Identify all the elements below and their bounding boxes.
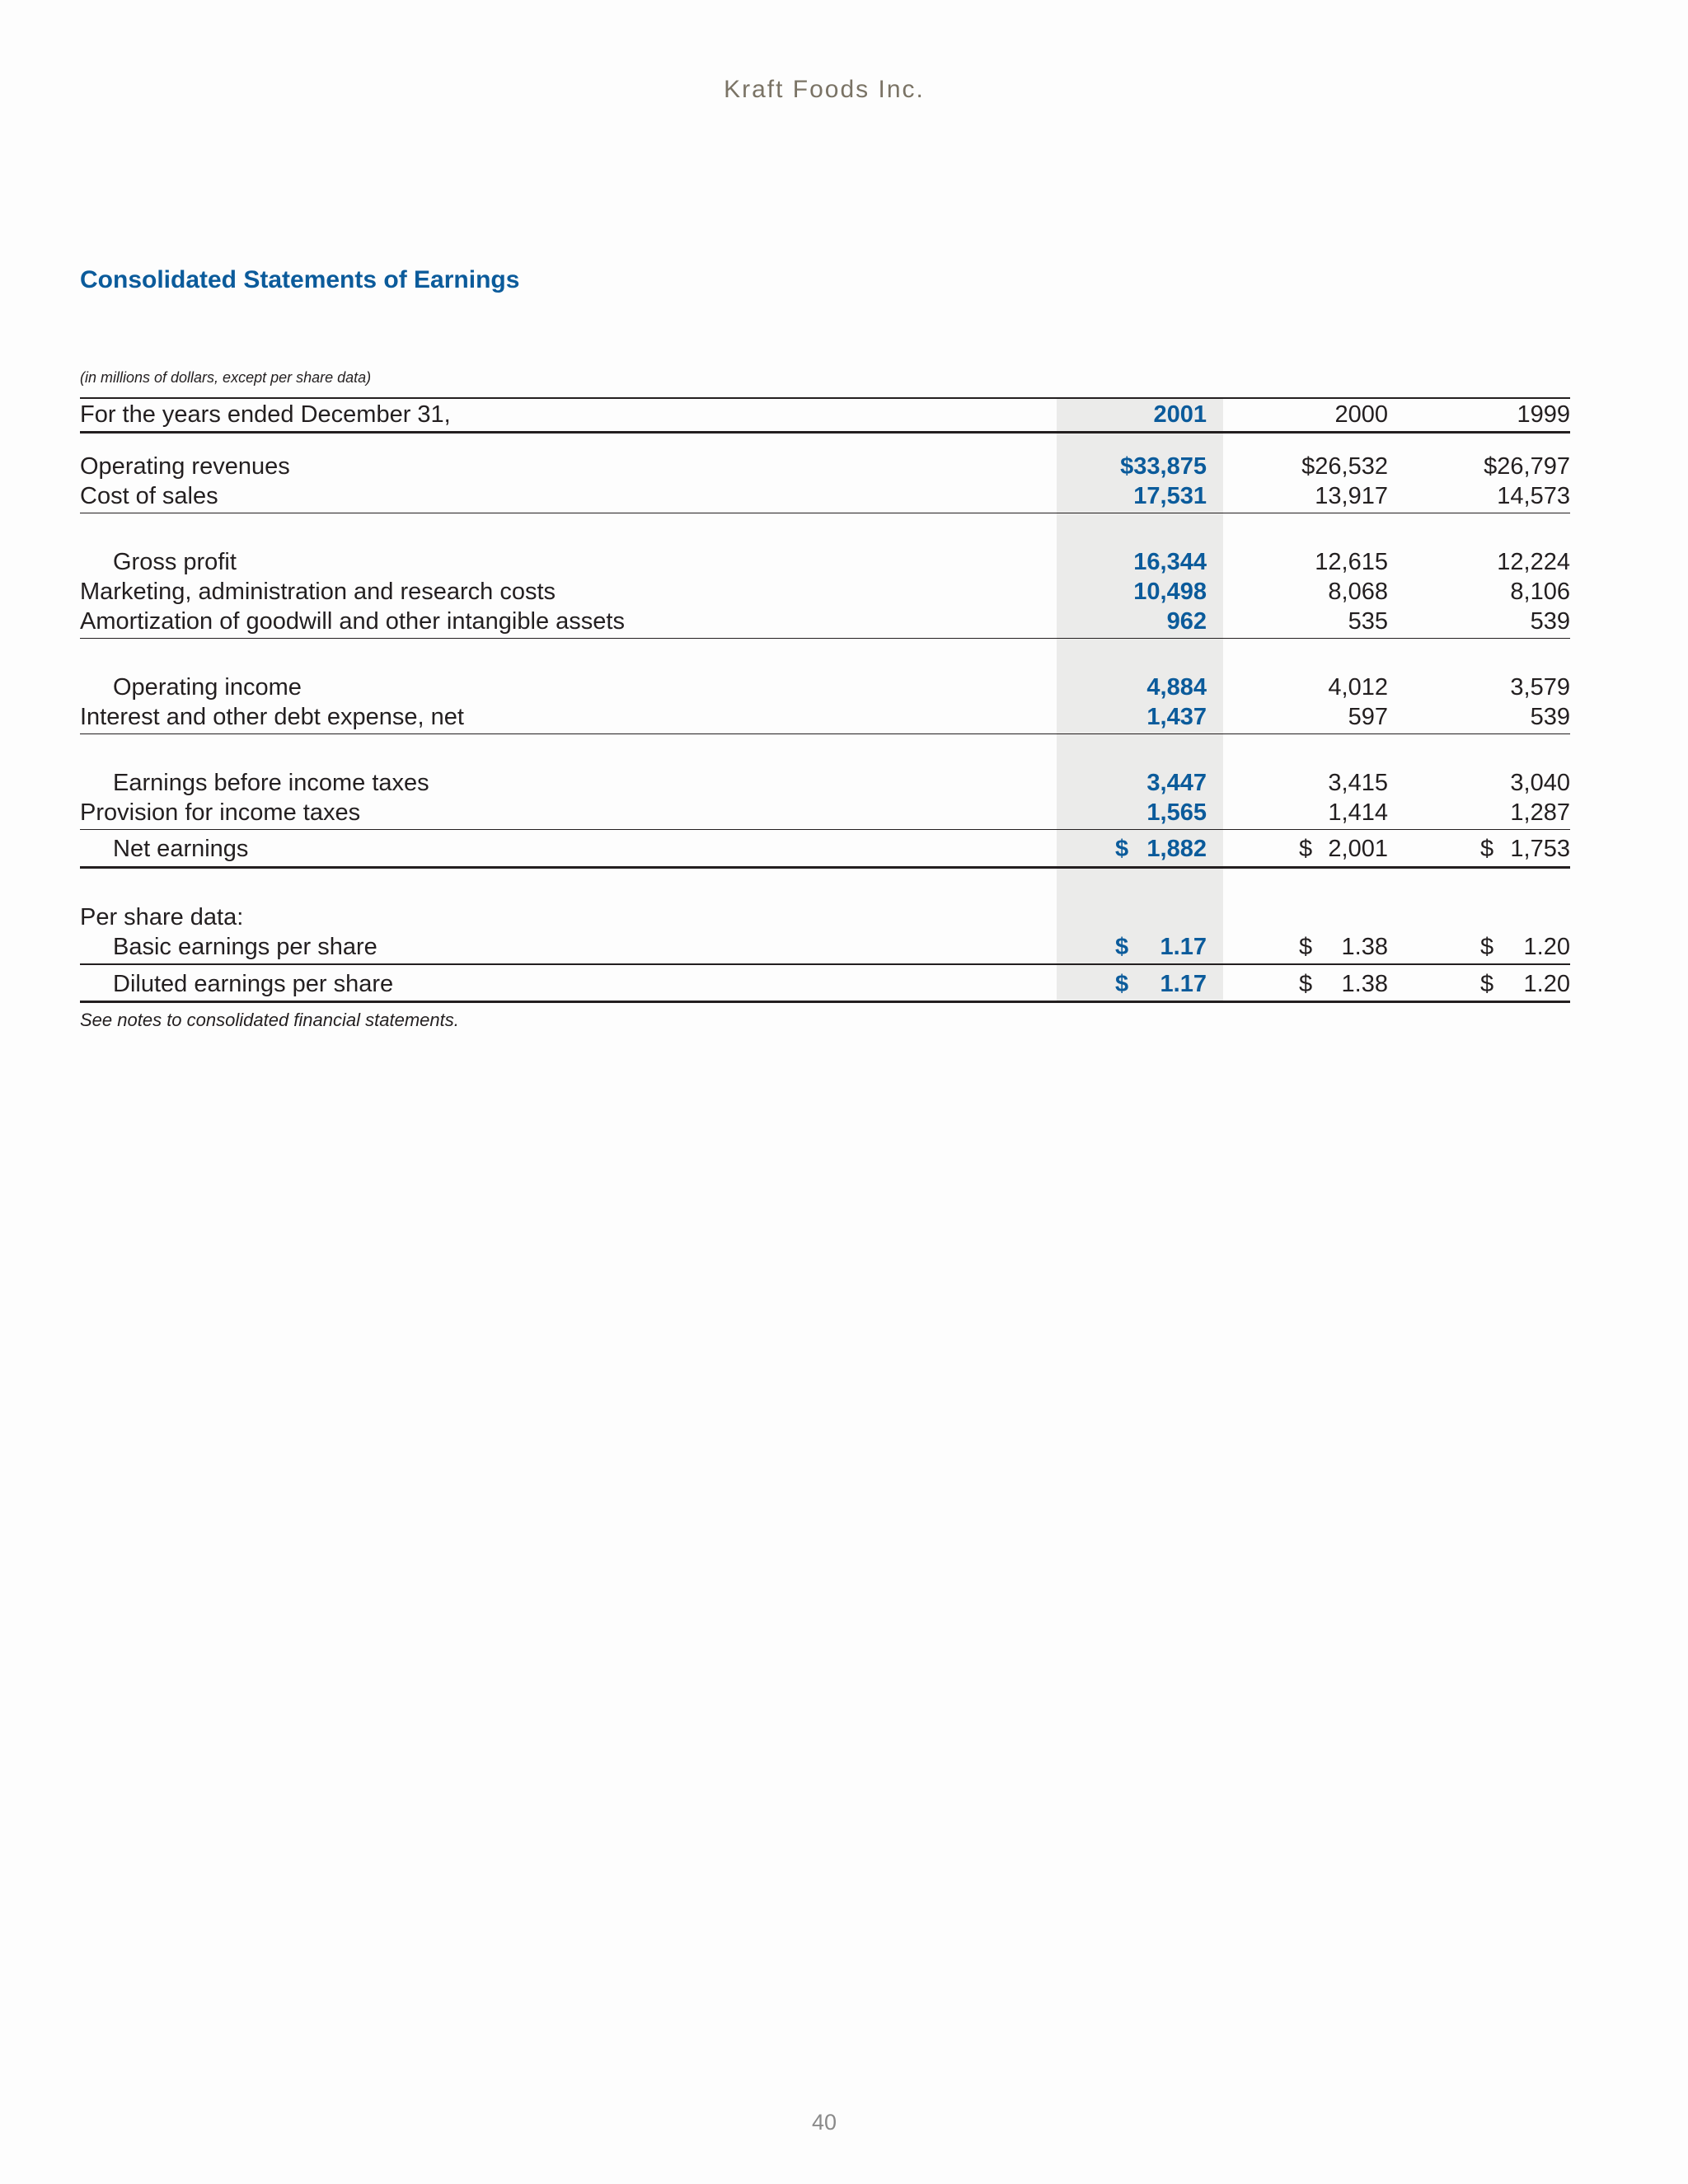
table-row: Amortization of goodwill and other intangible assets 962 535 539	[80, 608, 1570, 635]
period-label: For the years ended December 31,	[80, 401, 451, 428]
row-label: Cost of sales	[80, 483, 218, 509]
table-row: Net earnings $ 1,882 $ 2,001 $ 1,753	[113, 836, 1570, 862]
section-rule	[80, 829, 1570, 830]
bottom-rule	[80, 1001, 1570, 1003]
table-row: Earnings before income taxes 3,447 3,415 3,040	[113, 770, 1570, 796]
net-earnings-rule	[80, 866, 1570, 869]
row-label: Operating income	[113, 674, 302, 701]
header-rule	[80, 431, 1570, 434]
row-label: Earnings before income taxes	[113, 770, 429, 796]
row-label: Amortization of goodwill and other intangible assets	[80, 608, 625, 635]
section-heading	[0, 902, 1688, 932]
row-label: Provision for income taxes	[80, 799, 361, 826]
row-label: Interest and other debt expense, net	[80, 704, 464, 730]
statement-title: Consolidated Statements of Earnings	[80, 266, 520, 293]
table-row: Cost of sales 17,531 13,917 14,573	[80, 483, 1570, 509]
table-row: Marketing, administration and research costs 10,498 8,068 8,106	[80, 579, 1570, 605]
row-label: Per share data:	[80, 904, 244, 930]
column-header-row: For the years ended December 31, 2001 2000 1999	[80, 401, 1570, 428]
row-label: Diluted earnings per share	[113, 971, 394, 997]
table-row: Operating income 4,884 4,012 3,579	[113, 674, 1570, 701]
table-row: Diluted earnings per share $ 1.17 $ 1.38 $ 1.20	[113, 971, 1570, 997]
row-label: Marketing, administration and research costs	[80, 579, 556, 605]
row-label: Basic earnings per share	[113, 934, 377, 960]
row-label: Operating revenues	[80, 453, 290, 480]
per-share-rule	[80, 963, 1570, 965]
page-number: 40	[811, 2110, 837, 2135]
section-rule	[80, 638, 1570, 639]
table-row: Operating revenues $33,875 $26,532 $26,797	[80, 453, 1570, 480]
company-header: Kraft Foods Inc.	[724, 76, 925, 103]
table-row: Provision for income taxes 1,565 1,414 1,287	[80, 799, 1570, 826]
footnote: See notes to consolidated financial statements.	[80, 1010, 459, 1030]
section-rule	[80, 733, 1570, 734]
row-label: Net earnings	[113, 836, 249, 862]
table-row: Basic earnings per share $ 1.17 $ 1.38 $ 1.20	[113, 934, 1570, 960]
top-rule	[80, 397, 1570, 399]
units-note: (in millions of dollars, except per share data)	[80, 369, 372, 386]
table-row: Gross profit 16,344 12,615 12,224	[113, 549, 1570, 575]
table-row: Interest and other debt expense, net 1,437 597 539	[80, 704, 1570, 730]
row-label: Gross profit	[113, 549, 237, 575]
